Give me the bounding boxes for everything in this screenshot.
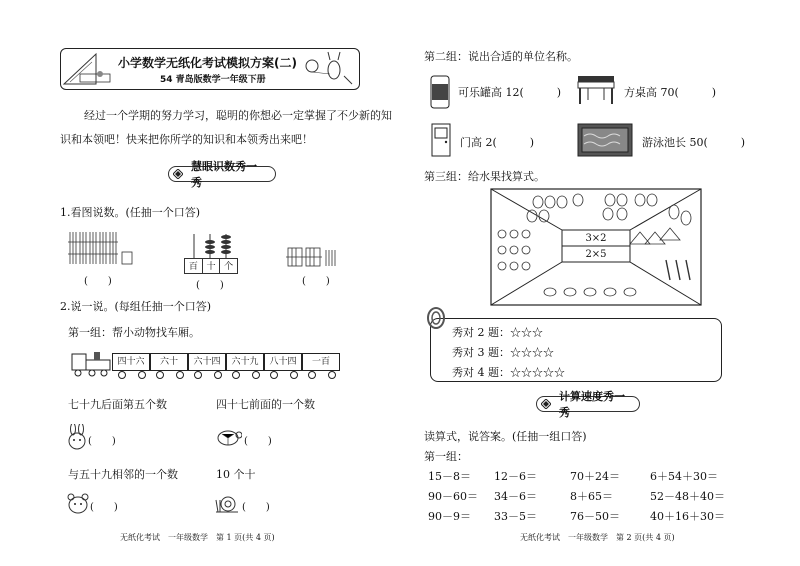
- train-car-1: 四十六: [112, 353, 150, 371]
- group-1-title: 第一组：帮小动物找车厢。: [68, 326, 200, 339]
- snail-icon: [214, 492, 240, 514]
- abacus-label-row: [184, 258, 238, 274]
- cola-can-icon: [428, 74, 452, 110]
- answer-blank-abacus: ( ): [196, 280, 224, 291]
- math-item: 70＋24＝: [570, 470, 620, 483]
- abacus-icon: [186, 232, 236, 258]
- hamster-icon: [66, 492, 90, 514]
- unit-cola: 可乐罐高 12( ): [458, 86, 562, 99]
- wheel: [290, 371, 298, 379]
- formula-1: 3×2: [585, 233, 607, 244]
- door-icon: [430, 122, 452, 158]
- page-title: 小学数学无纸化考试模拟方案(二): [118, 56, 297, 70]
- math-item: 15－8＝: [428, 470, 471, 483]
- train-car-6: 一百: [302, 353, 340, 371]
- score-line-1: 秀对 2 题：☆☆☆: [452, 326, 543, 339]
- page-subtitle: 54 青岛版数学一年级下册: [160, 75, 266, 85]
- math-item: 76－50＝: [570, 510, 620, 523]
- math-item: 40＋16＋30＝: [650, 510, 725, 523]
- answer-blank-a: ( ): [88, 436, 116, 447]
- section-header-calc-speed: [536, 390, 640, 419]
- answer-blank-groups: ( ): [302, 276, 330, 287]
- section-title: 计算速度秀一秀: [559, 390, 625, 419]
- wheel: [118, 371, 126, 379]
- section-header-recognize-numbers: [168, 160, 276, 189]
- math-item: 12－6＝: [494, 470, 537, 483]
- swimming-pool-icon: [576, 122, 634, 158]
- score-line-2: 秀对 3 题：☆☆☆☆: [452, 346, 554, 359]
- intro-line-1: 经过一个学期的努力学习，聪明的你想必一定掌握了不少新的知: [84, 109, 392, 122]
- footer-right: 无纸化考试 一年级数学 第 2 页(共 4 页): [520, 533, 675, 542]
- math-item: 34－6＝: [494, 490, 537, 503]
- train-car-4: 六十九: [226, 353, 264, 371]
- stick-groups-icon: [286, 246, 352, 268]
- item-b: 四十七前面的一个数: [216, 398, 315, 411]
- wheel: [270, 371, 278, 379]
- train-engine-icon: [70, 348, 114, 378]
- question-2: 2.说一说。(每组任抽一个口答): [60, 300, 212, 313]
- answer-blank-c: ( ): [90, 502, 118, 513]
- math-item: 52－48＋40＝: [650, 490, 725, 503]
- rabbit-with-balloon-icon: [300, 50, 356, 86]
- unit-pool: 游泳池长 50( ): [642, 136, 746, 149]
- unit-desk: 方桌高 70( ): [624, 86, 717, 99]
- wheel: [194, 371, 202, 379]
- math-item: 6＋54＋30＝: [650, 470, 718, 483]
- wheel: [214, 371, 222, 379]
- question-1: 1.看图说数。(任抽一个口答): [60, 206, 201, 219]
- turtle-icon: [214, 426, 242, 448]
- unit-door: 门高 2( ): [460, 136, 535, 149]
- group-2-title: 第二组：说出合适的单位名称。: [424, 50, 578, 63]
- math-item: 8＋65＝: [570, 490, 613, 503]
- wheel: [176, 371, 184, 379]
- math-item: 33－5＝: [494, 510, 537, 523]
- formula-2: 2×5: [585, 249, 607, 260]
- wheel: [156, 371, 164, 379]
- train-car-3: 六十四: [188, 353, 226, 371]
- wheel: [232, 371, 240, 379]
- item-d: 10 个十: [216, 468, 256, 481]
- answer-blank-sticks: ( ): [84, 276, 112, 287]
- item-c: 与五十九相邻的一个数: [68, 468, 178, 481]
- abacus-label-tens: 十: [203, 259, 221, 273]
- rabbit-icon: [66, 424, 88, 450]
- table-icon: [576, 72, 616, 106]
- abacus-label-ones: 个: [224, 262, 234, 272]
- clip-icon: [424, 306, 448, 332]
- math-item: 90－60＝: [428, 490, 478, 503]
- train-car-5: 八十四: [264, 353, 302, 371]
- wheel: [138, 371, 146, 379]
- group-one-label: 第一组：: [424, 450, 468, 463]
- wheel: [252, 371, 260, 379]
- item-a: 七十九后面第五个数: [68, 398, 167, 411]
- abacus-label-hundreds: 百: [185, 259, 203, 273]
- train-car-2: 六十: [150, 353, 188, 371]
- math-item: 90－9＝: [428, 510, 471, 523]
- wheel: [308, 371, 316, 379]
- section-title: 慧眼识数秀一秀: [191, 160, 257, 189]
- answer-blank-b: ( ): [244, 436, 272, 447]
- diamond-icon: [173, 169, 183, 179]
- wheel: [328, 371, 336, 379]
- answer-blank-d: ( ): [242, 502, 270, 513]
- stick-bundles-icon: [68, 230, 134, 268]
- diamond-icon: [541, 399, 551, 409]
- intro-line-2: 识和本领吧！快来把你所学的知识和本领秀出来吧！: [60, 133, 313, 146]
- footer-left: 无纸化考试 一年级数学 第 1 页(共 4 页): [120, 533, 275, 542]
- read-instruction: 读算式，说答案。(任抽一组口答): [424, 430, 587, 443]
- group-3-title: 第三组：给水果找算式。: [424, 170, 545, 183]
- score-line-3: 秀对 4 题：☆☆☆☆☆: [452, 366, 565, 379]
